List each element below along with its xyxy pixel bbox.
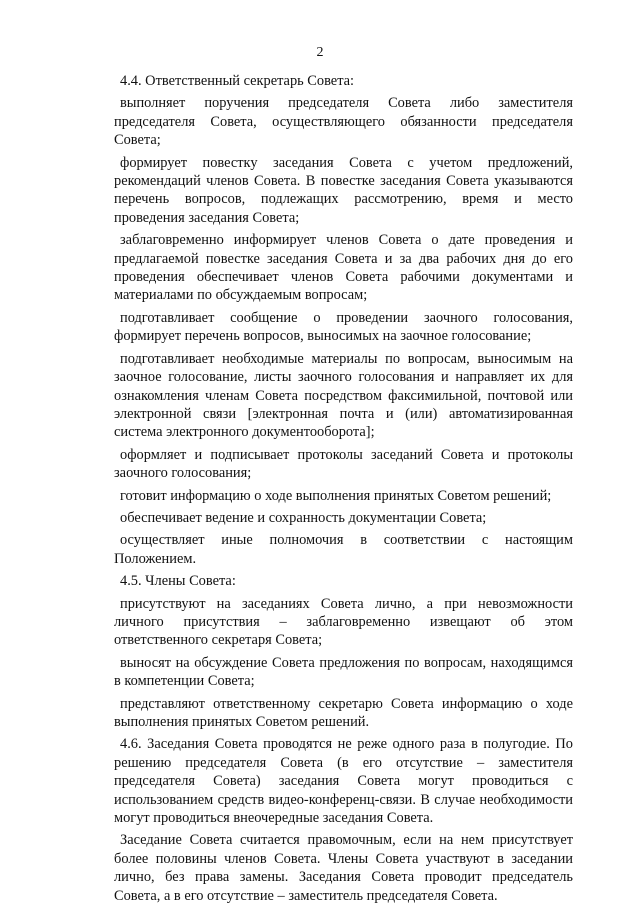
paragraph: оформляет и подписывает протоколы заседаний Совета и протоколы заочного голосования; <box>114 446 573 482</box>
page-number: 2 <box>316 45 324 60</box>
paragraph: Заседание Совета считается правомочным, если на нем присутствует более половины членов Совета. Члены Совета участвуют в заседании лично, без права замены. Заседания Совета проводит председатель Совета, а в его отсутствие – заместитель председателя Совета. <box>114 832 573 904</box>
paragraph: готовит информацию о ходе выполнения принятых Советом решений; <box>120 487 552 504</box>
paragraph: присутствуют на заседаниях Совета лично, а при невозможности личного присутствия – заблаговременно извещают об этом ответственного секретаря Совета; <box>114 595 573 649</box>
document-body <box>114 72 573 909</box>
paragraph: обеспечивает ведение и сохранность документации Совета; <box>120 509 487 526</box>
paragraph: заблаговременно информирует членов Совета о дате проведения и предлагаемой повестке заседания Совета и за два рабочих дня до его проведения обеспечивает членов Совета рабочими документами и материалами по обсуждаемым вопросам; <box>114 232 573 304</box>
paragraph: формирует повестку заседания Совета с учетом предложений, рекомендаций членов Совета. В повестке заседания Совета указываются перечень вопросов, подлежащих рассмотрению, время и место проведения заседания Совета; <box>114 154 573 226</box>
paragraph: выносят на обсуждение Совета предложения по вопросам, находящимся в компетенции Совета; <box>114 654 573 690</box>
paragraph: подготавливает сообщение о проведении заочного голосования, формирует перечень вопросов, выносимых на заочное голосование; <box>114 309 573 345</box>
section-heading-4-4: 4.4. Ответственный секретарь Совета: <box>120 73 355 89</box>
paragraph: выполняет поручения председателя Совета либо заместителя председателя Совета, осуществляющего обязанности председателя Совета; <box>114 95 573 149</box>
paragraph: подготавливает необходимые материалы по вопросам, выносимым на заочное голосование, листы заочного голосования и направляет их для ознакомления членам Совета посредством факсимильной, почтовой или электронной связи [электронная почта и (или) автоматизированная система электронного документооборота]; <box>114 350 573 441</box>
paragraph-4-6: 4.6. Заседания Совета проводятся не реже одного раза в полугодие. По решению председателя Совета (в его отсутствие – заместителя председателя Совета) заседания Совета могут проводиться с использованием средств видео-конференц-связи. В случае необходимости могут проводиться внеочередные заседания Совета. <box>114 736 573 827</box>
paragraph: представляют ответственному секретарю Совета информацию о ходе выполнения принятых Советом решений. <box>114 695 573 730</box>
section-heading-4-5: 4.5. Члены Совета: <box>120 573 236 590</box>
paragraph: осуществляет иные полномочия в соответствии с настоящим Положением. <box>114 532 573 567</box>
